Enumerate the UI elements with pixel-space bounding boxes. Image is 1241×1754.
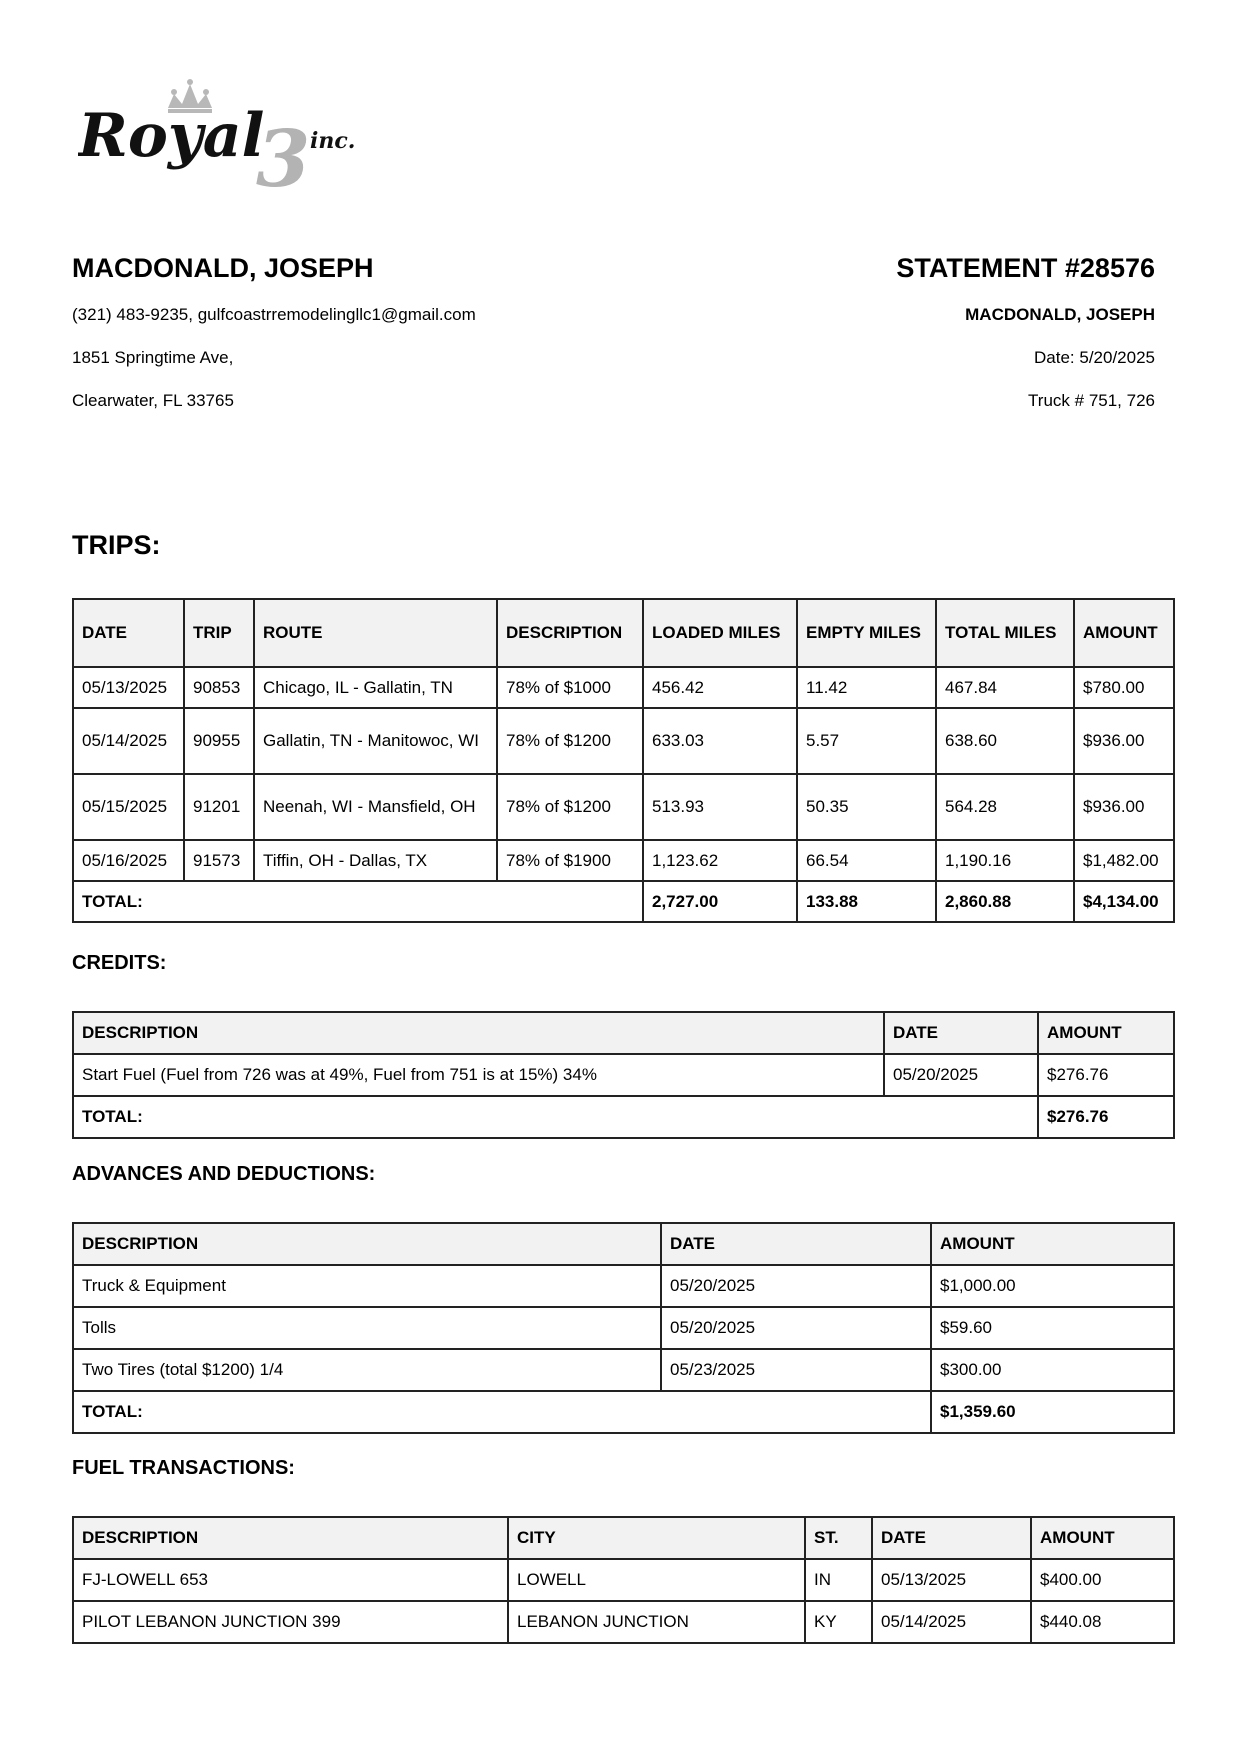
col-date: DATE xyxy=(661,1223,931,1265)
trip-amount: $936.00 xyxy=(1074,774,1174,840)
trip-loaded-miles: 1,123.62 xyxy=(643,840,797,881)
total-label: TOTAL: xyxy=(73,1096,1038,1138)
trip-total-miles: 467.84 xyxy=(936,667,1074,708)
col-description: DESCRIPTION xyxy=(73,1012,884,1054)
table-row xyxy=(73,1307,1174,1349)
fuel-amount: $440.08 xyxy=(1031,1601,1174,1643)
col-amount: AMOUNT xyxy=(1074,599,1174,667)
total-amount: $1,359.60 xyxy=(931,1391,1174,1433)
total-amount: $276.76 xyxy=(1038,1096,1174,1138)
statement-info xyxy=(655,250,1155,410)
credits-total-row xyxy=(73,1096,1174,1138)
trip-date: 05/15/2025 xyxy=(73,774,184,840)
driver-name: MACDONALD, JOSEPH xyxy=(72,253,374,283)
logo-number: 3 xyxy=(256,114,311,198)
trip-amount: $780.00 xyxy=(1074,667,1174,708)
col-total-miles: TOTAL MILES xyxy=(936,599,1074,667)
trip-number: 91201 xyxy=(184,774,254,840)
fuel-title: FUEL TRANSACTIONS: xyxy=(72,1457,295,1479)
fuel-description: FJ-LOWELL 653 xyxy=(73,1559,508,1601)
trip-loaded-miles: 633.03 xyxy=(643,708,797,774)
table-row xyxy=(73,1054,1174,1096)
col-description: DESCRIPTION xyxy=(73,1223,661,1265)
trip-route: Neenah, WI - Mansfield, OH xyxy=(254,774,497,840)
trip-number: 90853 xyxy=(184,667,254,708)
trip-empty-miles: 11.42 xyxy=(797,667,936,708)
table-row xyxy=(73,1601,1174,1643)
trip-number: 90955 xyxy=(184,708,254,774)
table-row xyxy=(73,667,1174,708)
statement-driver-name: MACDONALD, JOSEPH xyxy=(965,305,1155,324)
credit-description: Start Fuel (Fuel from 726 was at 49%, Fuel from 751 is at 15%) 34% xyxy=(73,1054,884,1096)
credits-table xyxy=(72,1011,1175,1139)
trip-route: Tiffin, OH - Dallas, TX xyxy=(254,840,497,881)
col-city: CITY xyxy=(508,1517,805,1559)
advance-date: 05/20/2025 xyxy=(661,1307,931,1349)
trip-empty-miles: 50.35 xyxy=(797,774,936,840)
fuel-description: PILOT LEBANON JUNCTION 399 xyxy=(73,1601,508,1643)
trip-date: 05/14/2025 xyxy=(73,708,184,774)
trips-header-row xyxy=(73,599,1174,667)
col-amount: AMOUNT xyxy=(1038,1012,1174,1054)
trip-loaded-miles: 513.93 xyxy=(643,774,797,840)
driver-address-line2: Clearwater, FL 33765 xyxy=(72,391,234,410)
fuel-city: LOWELL xyxy=(508,1559,805,1601)
total-loaded-miles: 2,727.00 xyxy=(643,881,797,922)
driver-contact: (321) 483-9235, gulfcoastrremodelingllc1@gmail.com xyxy=(72,305,476,324)
credits-header-row xyxy=(73,1012,1174,1054)
table-row xyxy=(73,1349,1174,1391)
trip-total-miles: 1,190.16 xyxy=(936,840,1074,881)
table-row xyxy=(73,840,1174,881)
total-amount: $4,134.00 xyxy=(1074,881,1174,922)
company-logo xyxy=(78,78,398,198)
advances-table xyxy=(72,1222,1175,1434)
col-amount: AMOUNT xyxy=(931,1223,1174,1265)
advance-description: Tolls xyxy=(73,1307,661,1349)
trip-description: 78% of $1900 xyxy=(497,840,643,881)
advance-date: 05/20/2025 xyxy=(661,1265,931,1307)
fuel-header-row xyxy=(73,1517,1174,1559)
advances-title: ADVANCES AND DEDUCTIONS: xyxy=(72,1163,376,1185)
col-empty-miles: EMPTY MILES xyxy=(797,599,936,667)
advance-amount: $1,000.00 xyxy=(931,1265,1174,1307)
advance-date: 05/23/2025 xyxy=(661,1349,931,1391)
trip-description: 78% of $1000 xyxy=(497,667,643,708)
fuel-table xyxy=(72,1516,1175,1644)
trip-date: 05/16/2025 xyxy=(73,840,184,881)
fuel-date: 05/14/2025 xyxy=(872,1601,1031,1643)
trip-amount: $1,482.00 xyxy=(1074,840,1174,881)
logo-suffix: inc. xyxy=(310,128,356,154)
col-amount: AMOUNT xyxy=(1031,1517,1174,1559)
fuel-state: IN xyxy=(805,1559,872,1601)
total-total-miles: 2,860.88 xyxy=(936,881,1074,922)
fuel-amount: $400.00 xyxy=(1031,1559,1174,1601)
total-empty-miles: 133.88 xyxy=(797,881,936,922)
trip-amount: $936.00 xyxy=(1074,708,1174,774)
trip-empty-miles: 66.54 xyxy=(797,840,936,881)
advance-amount: $300.00 xyxy=(931,1349,1174,1391)
table-row xyxy=(73,1265,1174,1307)
trip-total-miles: 564.28 xyxy=(936,774,1074,840)
advances-total-row xyxy=(73,1391,1174,1433)
logo-wordmark: Royal xyxy=(78,101,265,171)
trip-empty-miles: 5.57 xyxy=(797,708,936,774)
trips-title: TRIPS: xyxy=(72,530,161,560)
advance-description: Two Tires (total $1200) 1/4 xyxy=(73,1349,661,1391)
trip-total-miles: 638.60 xyxy=(936,708,1074,774)
crown-logo-icon xyxy=(78,78,398,198)
statement-truck: Truck # 751, 726 xyxy=(1028,391,1155,410)
table-row xyxy=(73,708,1174,774)
trip-description: 78% of $1200 xyxy=(497,774,643,840)
driver-address-line1: 1851 Springtime Ave, xyxy=(72,348,234,367)
credit-date: 05/20/2025 xyxy=(884,1054,1038,1096)
col-date: DATE xyxy=(872,1517,1031,1559)
trip-route: Gallatin, TN - Manitowoc, WI xyxy=(254,708,497,774)
trip-route: Chicago, IL - Gallatin, TN xyxy=(254,667,497,708)
advances-header-row xyxy=(73,1223,1174,1265)
total-label: TOTAL: xyxy=(73,1391,931,1433)
col-loaded-miles: LOADED MILES xyxy=(643,599,797,667)
total-label: TOTAL: xyxy=(73,881,643,922)
col-state: ST. xyxy=(805,1517,872,1559)
col-trip: TRIP xyxy=(184,599,254,667)
col-route: ROUTE xyxy=(254,599,497,667)
col-date: DATE xyxy=(884,1012,1038,1054)
fuel-state: KY xyxy=(805,1601,872,1643)
fuel-date: 05/13/2025 xyxy=(872,1559,1031,1601)
trip-description: 78% of $1200 xyxy=(497,708,643,774)
trip-date: 05/13/2025 xyxy=(73,667,184,708)
trips-table xyxy=(72,598,1175,923)
statement-title: STATEMENT #28576 xyxy=(896,253,1155,283)
trip-loaded-miles: 456.42 xyxy=(643,667,797,708)
table-row xyxy=(73,1559,1174,1601)
table-row xyxy=(73,774,1174,840)
credit-amount: $276.76 xyxy=(1038,1054,1174,1096)
col-date: DATE xyxy=(73,599,184,667)
advance-amount: $59.60 xyxy=(931,1307,1174,1349)
statement-date: Date: 5/20/2025 xyxy=(1034,348,1155,367)
fuel-city: LEBANON JUNCTION xyxy=(508,1601,805,1643)
col-description: DESCRIPTION xyxy=(73,1517,508,1559)
col-description: DESCRIPTION xyxy=(497,599,643,667)
trips-total-row xyxy=(73,881,1174,922)
trip-number: 91573 xyxy=(184,840,254,881)
driver-info xyxy=(72,250,672,410)
advance-description: Truck & Equipment xyxy=(73,1265,661,1307)
credits-title: CREDITS: xyxy=(72,952,167,974)
